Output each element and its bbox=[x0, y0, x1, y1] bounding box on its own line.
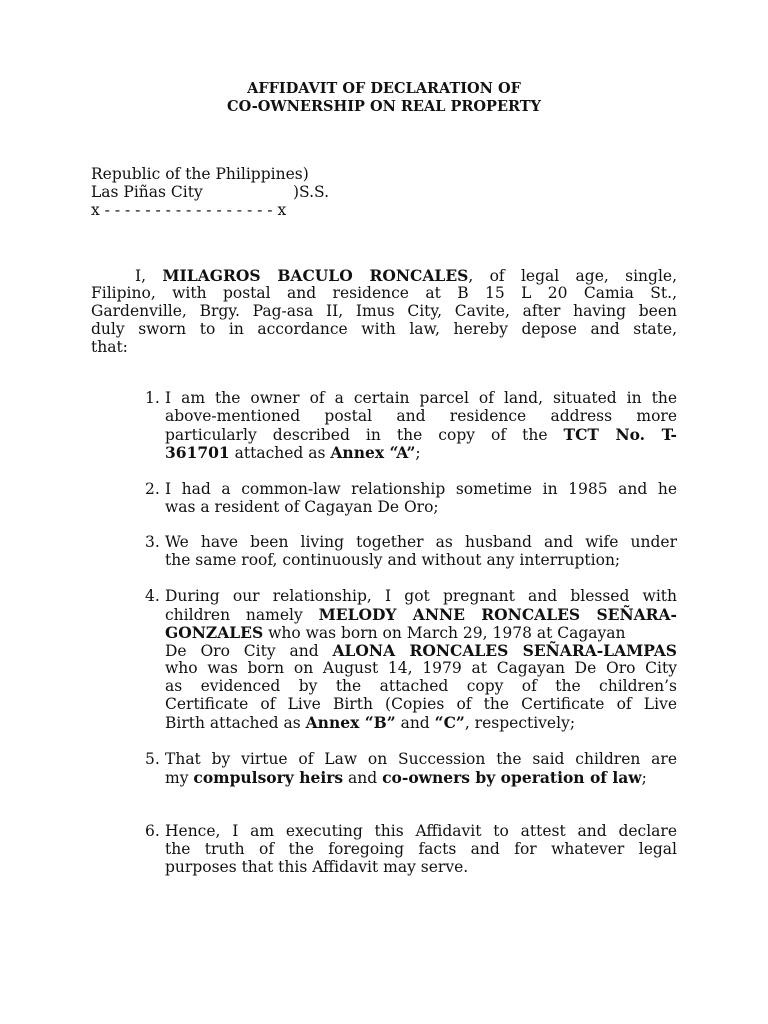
venue-city: Las Piñas City bbox=[91, 183, 203, 201]
item-1-line-3-text: particularly described in the copy of the bbox=[165, 426, 548, 444]
item-4-line-8-text: Birth attached as bbox=[165, 714, 306, 732]
item-5-line-1: That by virtue of Law on Succession the said children are bbox=[165, 750, 677, 768]
child-2-name: ALONA RONCALES SEÑARA-LAMPAS bbox=[332, 641, 677, 660]
document-title-line-1: AFFIDAVIT OF DECLARATION OF bbox=[247, 80, 521, 97]
item-2-line-2: was a resident of Cagayan De Oro; bbox=[165, 498, 439, 516]
annex-b: Annex “B” bbox=[305, 713, 396, 732]
item-5-and: and bbox=[343, 769, 383, 787]
item-number: 3. bbox=[145, 533, 160, 551]
intro-line-1-rest: , of legal age, single, bbox=[468, 267, 677, 285]
item-4-line-2-text: children namely bbox=[165, 606, 303, 624]
intro-line-3: Gardenville, Brgy. Pag-asa II, Imus City, Cavite, after having been bbox=[91, 302, 677, 320]
annex-a: Annex “A” bbox=[330, 443, 416, 462]
child-1-birth: who was born on March 29, 1978 at Cagayan bbox=[263, 624, 626, 642]
item-number: 6. bbox=[145, 822, 160, 840]
compulsory-heirs: compulsory heirs bbox=[193, 768, 344, 787]
item-4-line-6: as evidenced by the attached copy of the children’s bbox=[165, 677, 677, 695]
venue-republic: Republic of the Philippines) bbox=[91, 165, 309, 183]
item-5-end: ; bbox=[641, 769, 647, 787]
item-6-line-2: the truth of the foregoing facts and for whatever legal bbox=[165, 840, 677, 858]
item-1-line-4 bbox=[165, 443, 421, 462]
item-4-line-4-text: De Oro City and bbox=[165, 642, 319, 660]
intro-line-2: Filipino, with postal and residence at B 15 L 20 Camia St., bbox=[91, 284, 677, 302]
item-2-line-1: I had a common-law relationship sometime in 1985 and he bbox=[165, 480, 677, 498]
intro-line-1 bbox=[135, 266, 677, 285]
item-1-line-2: above-mentioned postal and residence address more bbox=[165, 407, 677, 425]
tct-number-part-2: 361701 bbox=[165, 443, 230, 462]
item-4-line-7: Certificate of Live Birth (Copies of the Certificate of Live bbox=[165, 695, 677, 713]
venue-separator: x - - - - - - - - - - - - - - - - - x bbox=[91, 201, 287, 219]
item-6-line-3: purposes that this Affidavit may serve. bbox=[165, 858, 469, 876]
item-4-end: , respectively; bbox=[464, 714, 576, 732]
annex-c: “C” bbox=[434, 713, 465, 732]
item-4-line-5: who was born on August 14, 1979 at Cagayan De Oro City bbox=[165, 659, 677, 677]
child-1-name-part-2: GONZALES bbox=[165, 623, 264, 642]
intro-pronoun: I, bbox=[135, 267, 147, 285]
item-4-line-1: During our relationship, I got pregnant and blessed with bbox=[165, 587, 677, 605]
item-4-line-2 bbox=[165, 605, 677, 624]
co-owners-by-law: co-owners by operation of law bbox=[382, 768, 642, 787]
item-number: 2. bbox=[145, 480, 160, 498]
affiant-name: MILAGROS BACULO RONCALES bbox=[162, 266, 469, 285]
item-number: 4. bbox=[145, 587, 160, 605]
intro-line-4: duly sworn to in accordance with law, hereby depose and state, bbox=[91, 320, 677, 338]
item-1-attached-text: attached as bbox=[229, 444, 331, 462]
item-3-line-1: We have been living together as husband and wife under bbox=[165, 533, 677, 551]
item-3-line-2: the same roof, continuously and without any interruption; bbox=[165, 551, 621, 569]
document-title-line-2: CO-OWNERSHIP ON REAL PROPERTY bbox=[227, 98, 541, 115]
item-1-end: ; bbox=[415, 444, 421, 462]
child-1-name-part-1: MELODY ANNE RONCALES SEÑARA- bbox=[318, 605, 677, 624]
item-5-line-2 bbox=[165, 768, 647, 787]
item-6-line-1: Hence, I am executing this Affidavit to attest and declare bbox=[165, 822, 677, 840]
item-number: 1. bbox=[145, 389, 160, 407]
item-number: 5. bbox=[145, 750, 160, 768]
item-5-my: my bbox=[165, 769, 194, 787]
item-1-line-3 bbox=[165, 425, 677, 444]
venue-ss: )S.S. bbox=[293, 183, 330, 201]
tct-number-part-1: TCT No. T- bbox=[563, 425, 677, 444]
intro-line-5: that: bbox=[91, 338, 128, 356]
item-4-line-4 bbox=[165, 641, 677, 660]
item-4-line-8 bbox=[165, 713, 575, 732]
item-1-line-1: I am the owner of a certain parcel of land, situated in the bbox=[165, 389, 677, 407]
item-4-and: and bbox=[395, 714, 435, 732]
item-4-line-3 bbox=[165, 623, 626, 642]
